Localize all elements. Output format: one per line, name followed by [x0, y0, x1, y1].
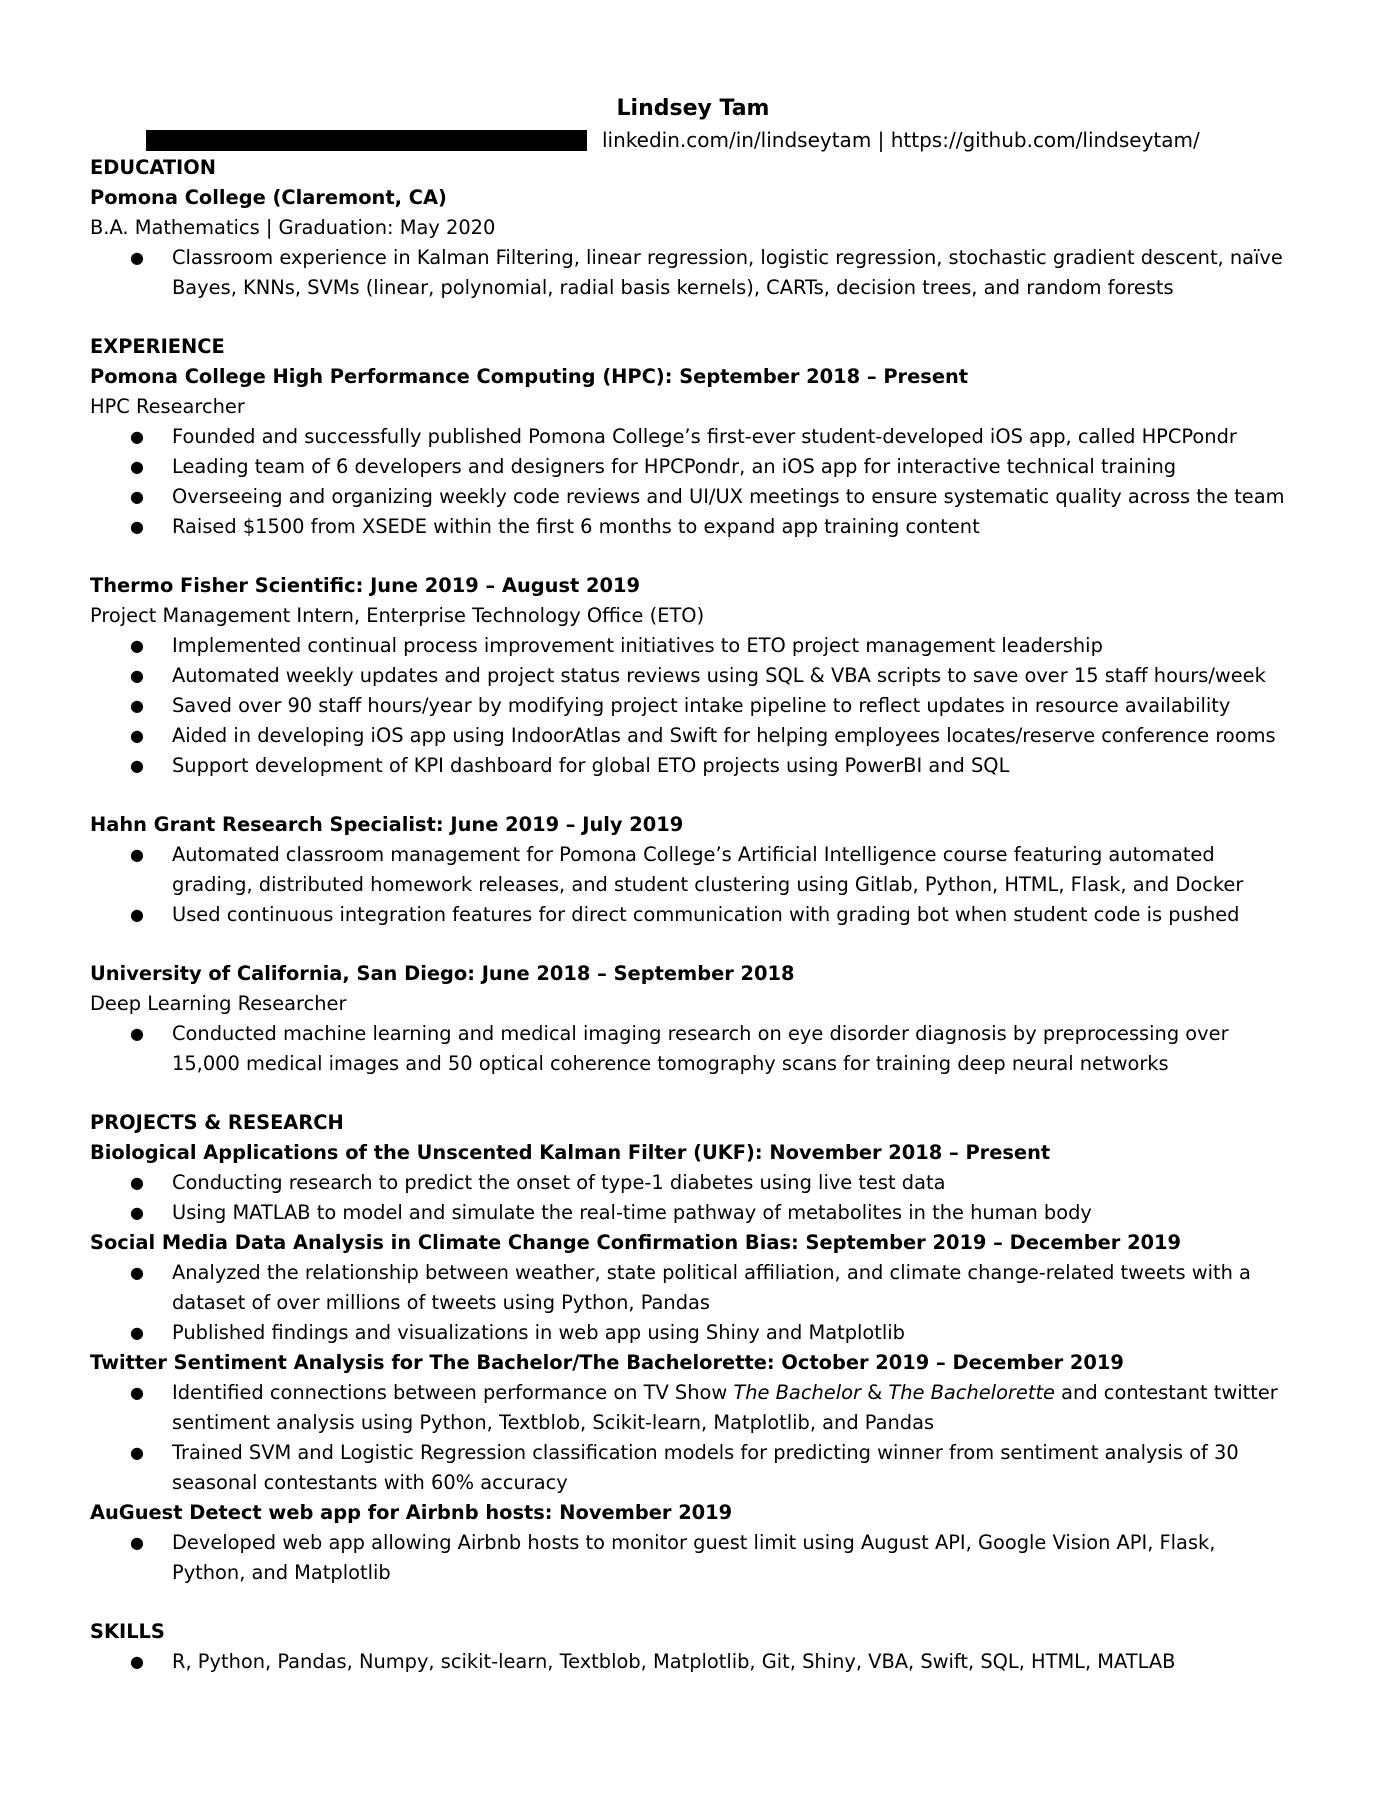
bullet-icon: ● — [130, 666, 144, 685]
show-title-bachelorette: The Bachelorette — [888, 1381, 1055, 1404]
bullet-text: Used continuous integration features for direct communication with grading bot when student code is pushed — [172, 903, 1240, 926]
section-heading-skills: SKILLS — [90, 1620, 165, 1643]
list-item — [90, 1647, 1300, 1677]
bullet-icon: ● — [130, 636, 144, 655]
project-title: Twitter Sentiment Analysis for The Bachelor/The Bachelorette: October 2019 – December 2019 — [90, 1351, 1124, 1374]
bullet-text-part: & — [860, 1381, 889, 1404]
bullet-icon: ● — [130, 1173, 144, 1192]
bullet-text: Raised $1500 from XSEDE within the first 6 months to expand app training content — [172, 515, 980, 538]
list-item — [90, 243, 1300, 303]
bullet-text-part: and contestant twitter — [1054, 1381, 1278, 1404]
job-title: Thermo Fisher Scientific: June 2019 – August 2019 — [90, 574, 640, 597]
project-title: Biological Applications of the Unscented Kalman Filter (UKF): November 2018 – Present — [90, 1141, 1051, 1164]
bullet-text: Automated classroom management for Pomona College’s Artificial Intelligence course featuring automated — [172, 843, 1215, 866]
job-title: University of California, San Diego: June 2018 – September 2018 — [90, 962, 795, 985]
bullet-text: Python, and Matplotlib — [172, 1561, 391, 1584]
job-role: HPC Researcher — [90, 395, 245, 418]
resume-name: Lindsey Tam — [616, 96, 770, 121]
section-heading-experience: EXPERIENCE — [90, 335, 225, 358]
list-item — [90, 691, 1300, 721]
resume-body — [90, 153, 1300, 1677]
section-heading-education: EDUCATION — [90, 156, 216, 179]
bullet-text: Aided in developing iOS app using IndoorAtlas and Swift for helping employees locates/reserve conference rooms — [172, 724, 1276, 747]
redacted-contact-block — [146, 130, 587, 151]
list-item — [90, 452, 1300, 482]
list-item — [90, 1378, 1300, 1438]
bullet-text: Bayes, KNNs, SVMs (linear, polynomial, radial basis kernels), CARTs, decision trees, and random forests — [172, 276, 1174, 299]
bullet-text: Overseeing and organizing weekly code reviews and UI/UX meetings to ensure systematic quality across the team — [172, 485, 1285, 508]
list-item — [90, 1198, 1300, 1228]
project-title: AuGuest Detect web app for Airbnb hosts: November 2019 — [90, 1501, 733, 1524]
bullet-icon: ● — [130, 487, 144, 506]
bullet-text: Classroom experience in Kalman Filtering, linear regression, logistic regression, stochastic gradient descent, naïve — [172, 246, 1283, 269]
bullet-icon: ● — [130, 248, 144, 267]
list-item — [90, 751, 1300, 781]
bullet-icon: ● — [130, 517, 144, 536]
list-item — [90, 1438, 1300, 1498]
list-item — [90, 482, 1300, 512]
bullet-icon: ● — [130, 696, 144, 715]
bullet-text-part: Identified connections between performance on TV Show — [172, 1381, 734, 1404]
bullet-text — [172, 1378, 1278, 1408]
bullet-icon: ● — [130, 1323, 144, 1342]
bullet-text: Developed web app allowing Airbnb hosts to monitor guest limit using August API, Google Vision API, Flask, — [172, 1531, 1216, 1554]
bullet-icon: ● — [130, 427, 144, 446]
bullet-text: sentiment analysis using Python, Textblob, Scikit-learn, Matplotlib, and Pandas — [172, 1411, 935, 1434]
list-item — [90, 1019, 1300, 1079]
job-title: Pomona College High Performance Computing (HPC): September 2018 – Present — [90, 365, 969, 388]
bullet-text: Automated weekly updates and project status reviews using SQL & VBA scripts to save over 15 staff hours/week — [172, 664, 1266, 687]
list-item — [90, 661, 1300, 691]
list-item — [90, 631, 1300, 661]
education-degree: B.A. Mathematics | Graduation: May 2020 — [90, 216, 496, 239]
bullet-icon: ● — [130, 845, 144, 864]
bullet-text: dataset of over millions of tweets using Python, Pandas — [172, 1291, 711, 1314]
bullet-icon: ● — [130, 1203, 144, 1222]
section-heading-projects: PROJECTS & RESEARCH — [90, 1111, 344, 1134]
bullet-icon: ● — [130, 1024, 144, 1043]
bullet-icon: ● — [130, 457, 144, 476]
bullet-text: Support development of KPI dashboard for global ETO projects using PowerBI and SQL — [172, 754, 1010, 777]
list-item — [90, 512, 1300, 542]
bullet-icon: ● — [130, 1533, 144, 1552]
list-item — [90, 840, 1300, 900]
job-role: Project Management Intern, Enterprise Technology Office (ETO) — [90, 604, 705, 627]
bullet-text: Published findings and visualizations in web app using Shiny and Matplotlib — [172, 1321, 905, 1344]
skills-list: R, Python, Pandas, Numpy, scikit-learn, Textblob, Matplotlib, Git, Shiny, VBA, Swift, SQL, HTML, MATLAB — [172, 1650, 1176, 1673]
list-item — [90, 1318, 1300, 1348]
education-school: Pomona College (Claremont, CA) — [90, 186, 447, 209]
bullet-text: 15,000 medical images and 50 optical coherence tomography scans for training deep neural networks — [172, 1052, 1169, 1075]
bullet-icon: ● — [130, 756, 144, 775]
bullet-icon: ● — [130, 1652, 144, 1671]
show-title-bachelor: The Bachelor — [733, 1381, 861, 1404]
list-item — [90, 422, 1300, 452]
bullet-icon: ● — [130, 1263, 144, 1282]
bullet-text: Trained SVM and Logistic Regression classification models for predicting winner from sentiment analysis of 30 — [172, 1441, 1239, 1464]
list-item — [90, 900, 1300, 930]
list-item — [90, 721, 1300, 751]
bullet-text: Leading team of 6 developers and designers for HPCPondr, an iOS app for interactive technical training — [172, 455, 1177, 478]
bullet-text: Founded and successfully published Pomona College’s first-ever student-developed iOS app, called HPCPondr — [172, 425, 1237, 448]
job-title: Hahn Grant Research Specialist: June 2019 – July 2019 — [90, 813, 684, 836]
bullet-text: grading, distributed homework releases, and student clustering using Gitlab, Python, HTML, Flask, and Docker — [172, 873, 1244, 896]
list-item — [90, 1168, 1300, 1198]
list-item — [90, 1258, 1300, 1318]
bullet-icon: ● — [130, 905, 144, 924]
list-item — [90, 1528, 1300, 1588]
bullet-text: Conducted machine learning and medical imaging research on eye disorder diagnosis by preprocessing over — [172, 1022, 1229, 1045]
bullet-icon: ● — [130, 1383, 144, 1402]
bullet-text: seasonal contestants with 60% accuracy — [172, 1471, 568, 1494]
bullet-icon: ● — [130, 726, 144, 745]
contact-links: linkedin.com/in/lindseytam | https://github.com/lindseytam/ — [602, 128, 1200, 152]
bullet-text: Implemented continual process improvement initiatives to ETO project management leadership — [172, 634, 1103, 657]
bullet-text: Saved over 90 staff hours/year by modifying project intake pipeline to reflect updates in resource availability — [172, 694, 1231, 717]
bullet-text: Using MATLAB to model and simulate the real-time pathway of metabolites in the human body — [172, 1201, 1092, 1224]
job-role: Deep Learning Researcher — [90, 992, 347, 1015]
project-title: Social Media Data Analysis in Climate Change Confirmation Bias: September 2019 – December 2019 — [90, 1231, 1182, 1254]
bullet-text: Conducting research to predict the onset of type-1 diabetes using live test data — [172, 1171, 946, 1194]
bullet-text: Analyzed the relationship between weather, state political affiliation, and climate change-related tweets with a — [172, 1261, 1251, 1284]
bullet-icon: ● — [130, 1443, 144, 1462]
